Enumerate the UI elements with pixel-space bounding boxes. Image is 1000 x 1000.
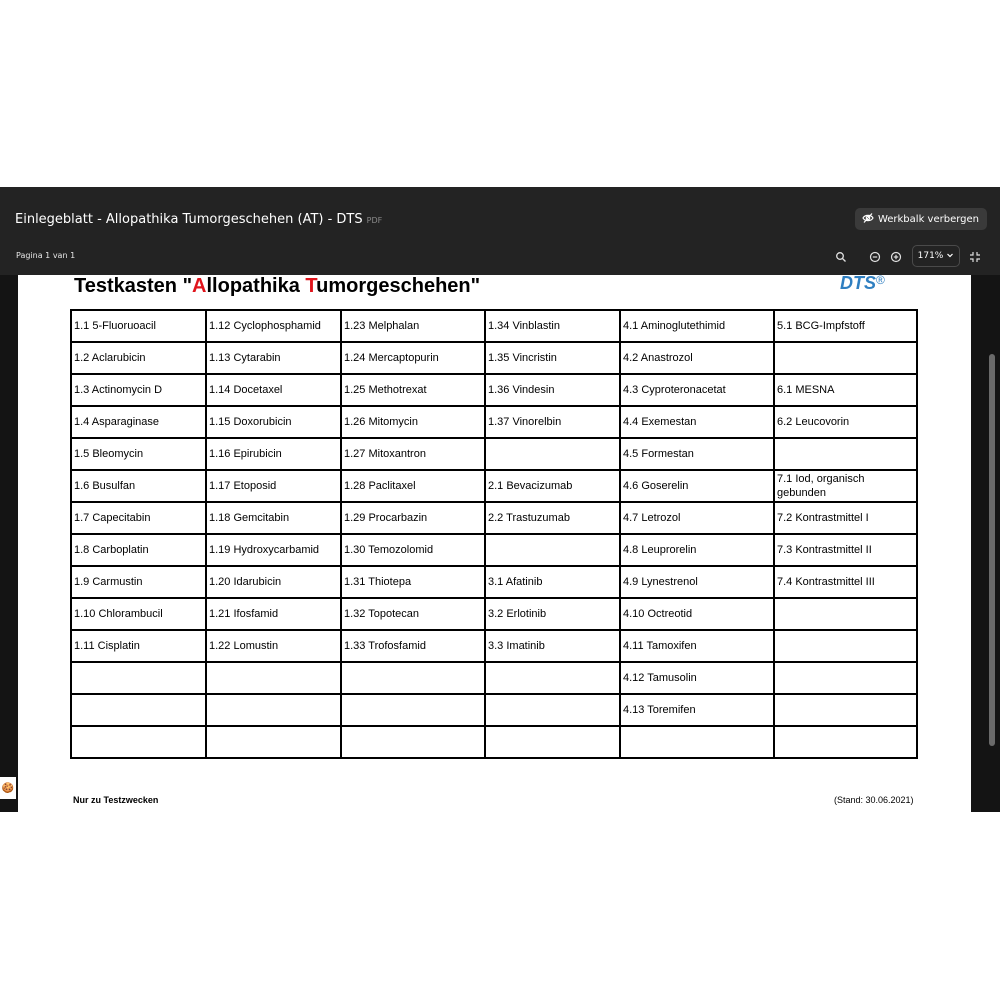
pdf-viewer [0,187,1000,812]
table-cell: 3.3 Imatinib [485,630,620,662]
table-cell: 7.1 Iod, organisch gebunden [774,470,917,502]
table-cell [774,726,917,758]
eye-slash-icon [862,212,874,227]
document-title [15,212,382,227]
hide-toolbar-label: Werkbalk verbergen [877,213,979,225]
table-cell: 1.15 Doxorubicin [206,406,341,438]
table-cell: 1.21 Ifosfamid [206,598,341,630]
table-row [71,374,917,406]
remedy-table [70,309,918,759]
table-cell: 4.9 Lynestrenol [620,566,774,598]
table-cell: 1.29 Procarbazin [341,502,485,534]
table-cell: 1.22 Lomustin [206,630,341,662]
search-icon[interactable] [835,250,847,262]
table-cell: 3.1 Afatinib [485,566,620,598]
table-cell: 1.26 Mitomycin [341,406,485,438]
table-row [71,566,917,598]
table-cell [341,726,485,758]
chevron-down-icon [946,251,954,262]
table-cell: 1.24 Mercaptopurin [341,342,485,374]
table-cell: 1.10 Chlorambucil [71,598,206,630]
table-cell: 1.20 Idarubicin [206,566,341,598]
table-cell [485,534,620,566]
table-row [71,598,917,630]
table-cell [71,694,206,726]
table-cell [485,662,620,694]
heading-initial-t: T [305,275,317,297]
table-row [71,694,917,726]
table-cell [774,694,917,726]
heading-initial-a: A [192,275,207,297]
table-cell [485,694,620,726]
table-cell: 1.31 Thiotepa [341,566,485,598]
table-cell: 1.35 Vincristin [485,342,620,374]
table-cell [774,342,917,374]
zoom-out-icon[interactable] [869,250,881,262]
zoom-value: 171% [917,251,944,261]
table-cell: 7.3 Kontrastmittel II [774,534,917,566]
table-cell: 1.2 Aclarubicin [71,342,206,374]
table-cell: 1.30 Temozolomid [341,534,485,566]
table-cell: 1.6 Busulfan [71,470,206,502]
vertical-scrollbar[interactable] [989,354,995,746]
table-cell: 4.3 Cyproteronacetat [620,374,774,406]
table-cell: 4.4 Exemestan [620,406,774,438]
table-cell: 1.34 Vinblastin [485,310,620,342]
table-cell: 4.12 Tamusolin [620,662,774,694]
table-cell [774,438,917,470]
table-cell: 4.6 Goserelin [620,470,774,502]
heading-part: llopathika [206,275,306,297]
table-cell: 1.8 Carboplatin [71,534,206,566]
document-heading [74,275,480,298]
table-cell [774,598,917,630]
document-title-text: Einlegeblatt - Allopathika Tumorgeschehen (AT) - DTS [15,212,363,227]
table-cell: 1.14 Docetaxel [206,374,341,406]
table-cell: 1.19 Hydroxycarbamid [206,534,341,566]
footer-date: (Stand: 30.06.2021) [834,795,914,805]
table-cell [71,726,206,758]
table-cell: 1.37 Vinorelbin [485,406,620,438]
table-cell: 1.13 Cytarabin [206,342,341,374]
table-cell: 1.28 Paclitaxel [341,470,485,502]
table-cell: 4.13 Toremifen [620,694,774,726]
hide-toolbar-button[interactable] [855,208,987,230]
table-cell: 4.5 Formestan [620,438,774,470]
table-cell: 1.12 Cyclophosphamid [206,310,341,342]
table-cell [206,726,341,758]
table-cell: 3.2 Erlotinib [485,598,620,630]
table-cell: 1.23 Melphalan [341,310,485,342]
table-cell: 1.7 Capecitabin [71,502,206,534]
table-cell [206,662,341,694]
table-cell: 1.18 Gemcitabin [206,502,341,534]
table-row [71,630,917,662]
table-cell: 5.1 BCG-Impfstoff [774,310,917,342]
viewer-toolbar [0,187,1000,275]
table-row [71,502,917,534]
table-cell: 4.2 Anastrozol [620,342,774,374]
table-cell [206,694,341,726]
dts-logo [840,273,885,294]
table-row [71,470,917,502]
table-row [71,406,917,438]
table-cell: 1.17 Etoposid [206,470,341,502]
table-cell: 7.2 Kontrastmittel I [774,502,917,534]
file-type-label: PDF [366,216,383,225]
table-row [71,438,917,470]
table-cell: 4.10 Octreotid [620,598,774,630]
table-cell: 4.8 Leuprorelin [620,534,774,566]
table-row [71,310,917,342]
table-cell [341,662,485,694]
table-cell [774,662,917,694]
page-indicator: Pagina 1 van 1 [16,251,76,260]
footer-note: Nur zu Testzwecken [73,795,159,805]
table-cell: 4.7 Letrozol [620,502,774,534]
logo-text: DTS [840,273,876,293]
table-cell [71,662,206,694]
table-cell: 1.32 Topotecan [341,598,485,630]
zoom-select[interactable] [912,245,960,267]
table-cell: 6.1 MESNA [774,374,917,406]
table-cell: 1.4 Asparaginase [71,406,206,438]
table-cell: 4.11 Tamoxifen [620,630,774,662]
heading-part: umorgeschehen" [316,275,481,297]
table-cell: 1.36 Vindesin [485,374,620,406]
table-cell: 1.27 Mitoxantron [341,438,485,470]
logo-registered-mark: ® [876,273,885,287]
table-cell [774,630,917,662]
table-cell [485,726,620,758]
table-cell: 7.4 Kontrastmittel III [774,566,917,598]
table-cell: 2.2 Trastuzumab [485,502,620,534]
table-row [71,662,917,694]
heading-part: Testkasten " [74,275,193,297]
cookie-icon[interactable]: 🍪 [0,777,16,799]
table-cell: 1.5 Bleomycin [71,438,206,470]
table-cell: 1.9 Carmustin [71,566,206,598]
table-cell: 1.11 Cisplatin [71,630,206,662]
table-cell [341,694,485,726]
zoom-in-icon[interactable] [890,250,902,262]
remedy-table-body [71,310,917,758]
table-cell: 1.25 Methotrexat [341,374,485,406]
table-row [71,342,917,374]
table-cell: 1.3 Actinomycin D [71,374,206,406]
table-cell [620,726,774,758]
fit-page-icon[interactable] [969,250,981,262]
table-cell: 6.2 Leucovorin [774,406,917,438]
table-row [71,534,917,566]
table-cell: 2.1 Bevacizumab [485,470,620,502]
pdf-page [18,275,971,812]
table-cell [485,438,620,470]
table-cell: 4.1 Aminoglutethimid [620,310,774,342]
table-cell: 1.16 Epirubicin [206,438,341,470]
table-row [71,726,917,758]
table-cell: 1.33 Trofosfamid [341,630,485,662]
table-cell: 1.1 5-Fluoruoacil [71,310,206,342]
